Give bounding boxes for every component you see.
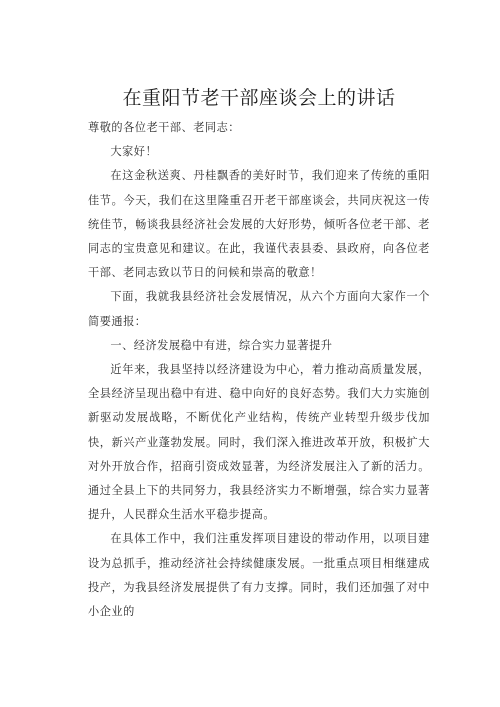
section-heading: 一、经济发展稳中有进，综合实力显著提升 [110,338,333,352]
salutation: 尊敬的各位老干部、老同志： [88,121,240,134]
paragraph-intro: 下面，我就我县经济社会发展情况，从六个方面向大家作一个简要通报： [88,290,430,328]
greeting: 大家好！ [110,145,158,159]
paragraph-opening: 在这金秋送爽、丹桂飘香的美好时节，我们迎来了传统的重阳佳节。今天，我们在这里隆重召开老干部座谈会，共同庆祝这一传统佳节，畅谈我县经济社会发展的大好形势，倾听各位老干部、老同志的宝贵意见和建议。在此，我谨代表县委、县政府，向各位老干部、老同志致以节日的问候和崇高的敬意！ [88,169,430,280]
document-title: 在重阳节老干部座谈会上的讲话 [122,87,396,109]
paragraph-economy: 近年来，我县坚持以经济建设为中心，着力推动高质量发展，全县经济呈现出稳中有进、稳中向好的良好态势。我们大力实施创新驱动发展战略，不断优化产业结构，传统产业转型升级步伐加快，新兴产业蓬勃发展。同时，我们深入推进改革开放，积极扩大对外开放合作，招商引资成效显著，为经济发展注入了新的活力。通过全县上下的共同努力，我县经济实力不断增强，综合实力显著提升，人民群众生活水平稳步提高。 [88,363,430,522]
paragraph-projects: 在具体工作中，我们注重发挥项目建设的带动作用，以项目建设为总抓手，推动经济社会持续健康发展。一批重点项目相继建成投产，为我县经济发展提供了有力支撑。同时，我们还加强了对中小企业的 [88,532,430,619]
document-body [88,116,430,624]
